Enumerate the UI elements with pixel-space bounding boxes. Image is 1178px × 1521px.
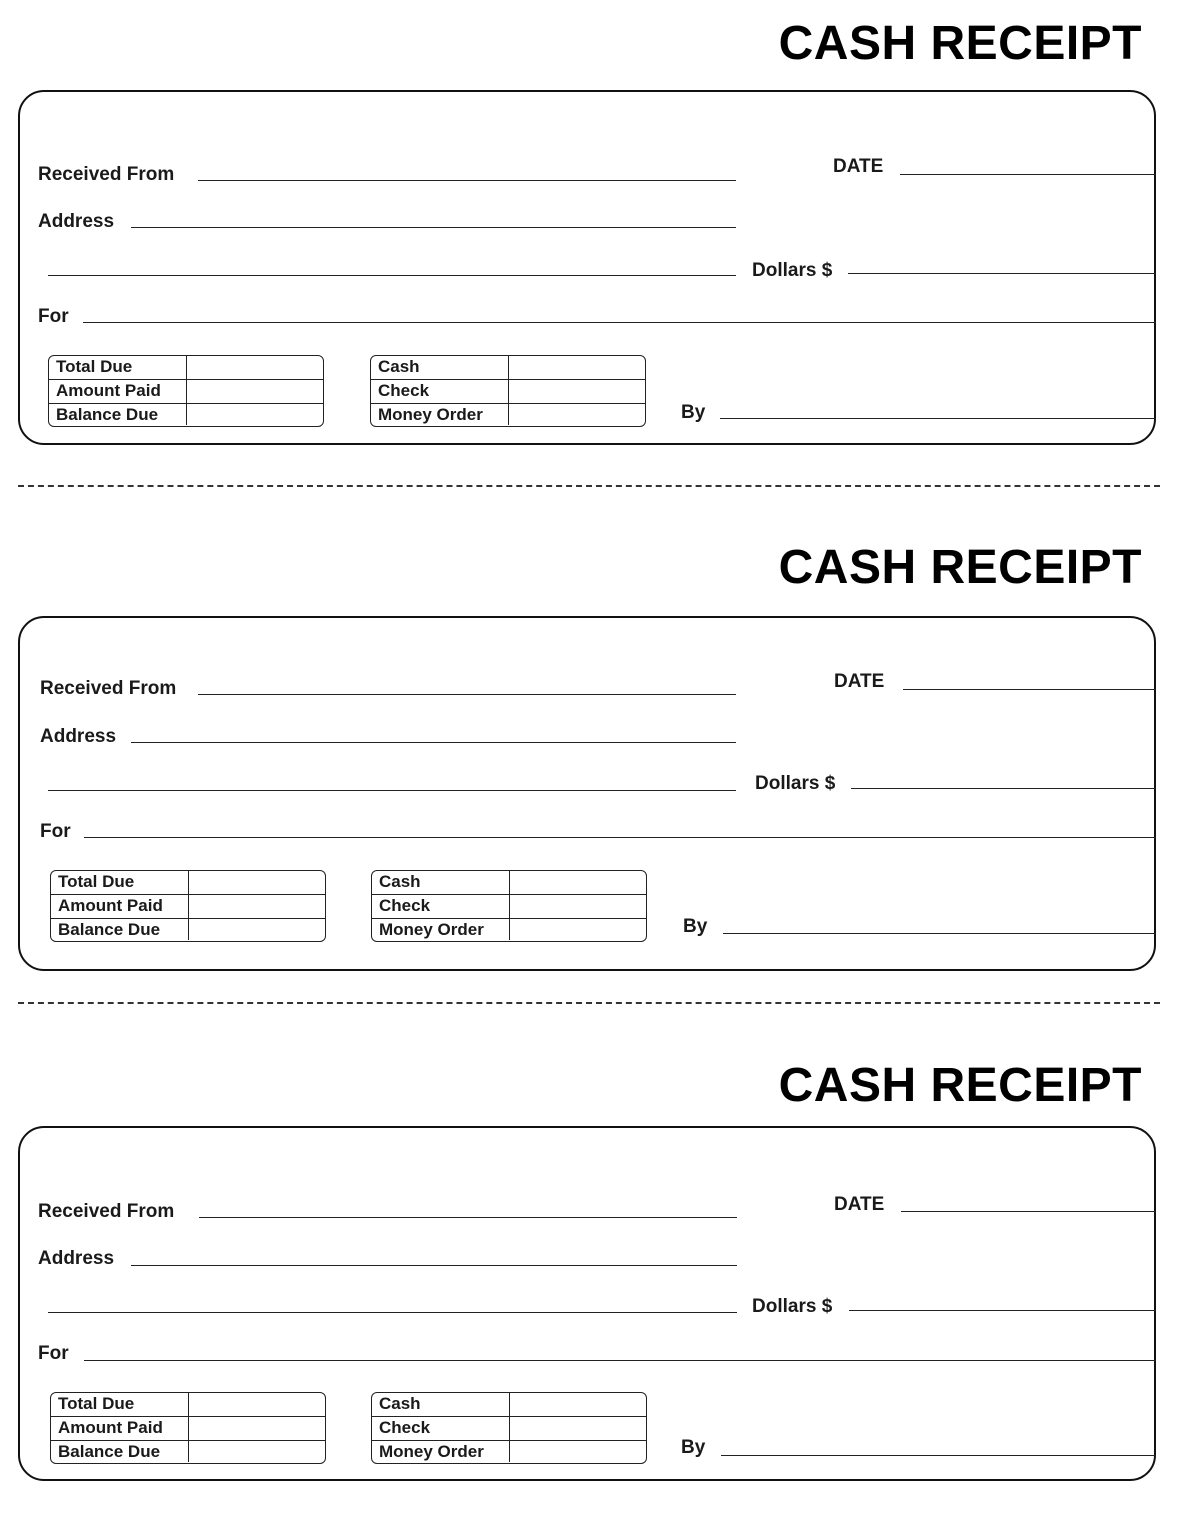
amount-paid-row[interactable] (51, 1417, 325, 1441)
money-order-value[interactable] (509, 404, 645, 425)
date-field[interactable] (903, 689, 1156, 690)
amount-paid-value[interactable] (189, 1417, 325, 1440)
received-from-label: Received From (38, 1201, 175, 1222)
dollars-field[interactable] (849, 1310, 1156, 1311)
payment-method-table (371, 870, 647, 942)
receipt-box (18, 616, 1156, 971)
balance-due-value[interactable] (189, 1441, 325, 1462)
dollars-field[interactable] (851, 788, 1156, 789)
by-label: By (681, 1437, 706, 1458)
amount-paid-value[interactable] (189, 895, 325, 918)
cash-label: Cash (371, 356, 509, 379)
check-row[interactable] (371, 380, 645, 404)
receipt-title: CASH RECEIPT (778, 541, 1142, 594)
money-order-row[interactable] (372, 919, 646, 940)
date-label: DATE (833, 156, 884, 177)
balance-due-label: Balance Due (51, 1441, 189, 1462)
for-label: For (40, 821, 71, 842)
check-row[interactable] (372, 895, 646, 919)
by-field[interactable] (721, 1455, 1156, 1456)
money-order-value[interactable] (510, 919, 646, 940)
for-field[interactable] (84, 1360, 1156, 1361)
money-order-row[interactable] (372, 1441, 646, 1462)
address-field-2[interactable] (48, 275, 736, 276)
by-label: By (683, 916, 708, 937)
total-due-label: Total Due (51, 1393, 189, 1416)
dollars-field[interactable] (848, 273, 1156, 274)
date-label: DATE (834, 671, 885, 692)
total-due-row[interactable] (49, 356, 323, 380)
cash-value[interactable] (509, 356, 645, 379)
date-field[interactable] (900, 174, 1156, 175)
cash-label: Cash (372, 1393, 510, 1416)
for-field[interactable] (83, 322, 1156, 323)
receipt-box (18, 1126, 1156, 1481)
address-field-1[interactable] (131, 227, 736, 228)
totals-table (50, 1392, 326, 1464)
amount-paid-label: Amount Paid (49, 380, 187, 403)
for-field[interactable] (84, 837, 1156, 838)
cash-row[interactable] (371, 356, 645, 380)
for-label: For (38, 306, 69, 327)
money-order-label: Money Order (372, 1441, 510, 1462)
dollars-label: Dollars $ (755, 773, 836, 794)
payment-method-table (370, 355, 646, 427)
total-due-value[interactable] (189, 871, 325, 894)
address-field-2[interactable] (48, 790, 736, 791)
cash-label: Cash (372, 871, 510, 894)
receipt-title: CASH RECEIPT (778, 17, 1142, 70)
amount-paid-row[interactable] (51, 895, 325, 919)
cut-line (18, 1002, 1160, 1004)
balance-due-row[interactable] (51, 1441, 325, 1462)
by-label: By (681, 402, 706, 423)
balance-due-label: Balance Due (51, 919, 189, 940)
check-value[interactable] (509, 380, 645, 403)
cut-line (18, 485, 1160, 487)
received-from-label: Received From (40, 678, 177, 699)
payment-method-table (371, 1392, 647, 1464)
date-field[interactable] (901, 1211, 1156, 1212)
address-label: Address (38, 1248, 115, 1269)
money-order-value[interactable] (510, 1441, 646, 1462)
by-field[interactable] (720, 418, 1156, 419)
dollars-label: Dollars $ (752, 260, 833, 281)
totals-table (48, 355, 324, 427)
amount-paid-row[interactable] (49, 380, 323, 404)
for-label: For (38, 1343, 69, 1364)
totals-table (50, 870, 326, 942)
balance-due-value[interactable] (187, 404, 323, 425)
total-due-value[interactable] (189, 1393, 325, 1416)
address-field-1[interactable] (131, 742, 736, 743)
total-due-row[interactable] (51, 871, 325, 895)
check-label: Check (372, 895, 510, 918)
money-order-label: Money Order (372, 919, 510, 940)
total-due-value[interactable] (187, 356, 323, 379)
date-label: DATE (834, 1194, 885, 1215)
address-label: Address (38, 211, 115, 232)
money-order-label: Money Order (371, 404, 509, 425)
check-value[interactable] (510, 895, 646, 918)
check-label: Check (372, 1417, 510, 1440)
total-due-row[interactable] (51, 1393, 325, 1417)
dollars-label: Dollars $ (752, 1296, 833, 1317)
received-from-field[interactable] (199, 1217, 737, 1218)
balance-due-row[interactable] (49, 404, 323, 425)
by-field[interactable] (723, 933, 1156, 934)
total-due-label: Total Due (49, 356, 187, 379)
balance-due-row[interactable] (51, 919, 325, 940)
cash-value[interactable] (510, 1393, 646, 1416)
check-value[interactable] (510, 1417, 646, 1440)
cash-row[interactable] (372, 871, 646, 895)
cash-value[interactable] (510, 871, 646, 894)
received-from-field[interactable] (198, 180, 736, 181)
receipt-box (18, 90, 1156, 445)
money-order-row[interactable] (371, 404, 645, 425)
check-label: Check (371, 380, 509, 403)
received-from-field[interactable] (198, 694, 736, 695)
address-field-1[interactable] (131, 1265, 737, 1266)
cash-row[interactable] (372, 1393, 646, 1417)
received-from-label: Received From (38, 164, 175, 185)
balance-due-label: Balance Due (49, 404, 187, 425)
address-field-2[interactable] (48, 1312, 737, 1313)
balance-due-value[interactable] (189, 919, 325, 940)
address-label: Address (40, 726, 117, 747)
total-due-label: Total Due (51, 871, 189, 894)
amount-paid-label: Amount Paid (51, 895, 189, 918)
amount-paid-label: Amount Paid (51, 1417, 189, 1440)
amount-paid-value[interactable] (187, 380, 323, 403)
check-row[interactable] (372, 1417, 646, 1441)
receipt-title: CASH RECEIPT (778, 1059, 1142, 1112)
